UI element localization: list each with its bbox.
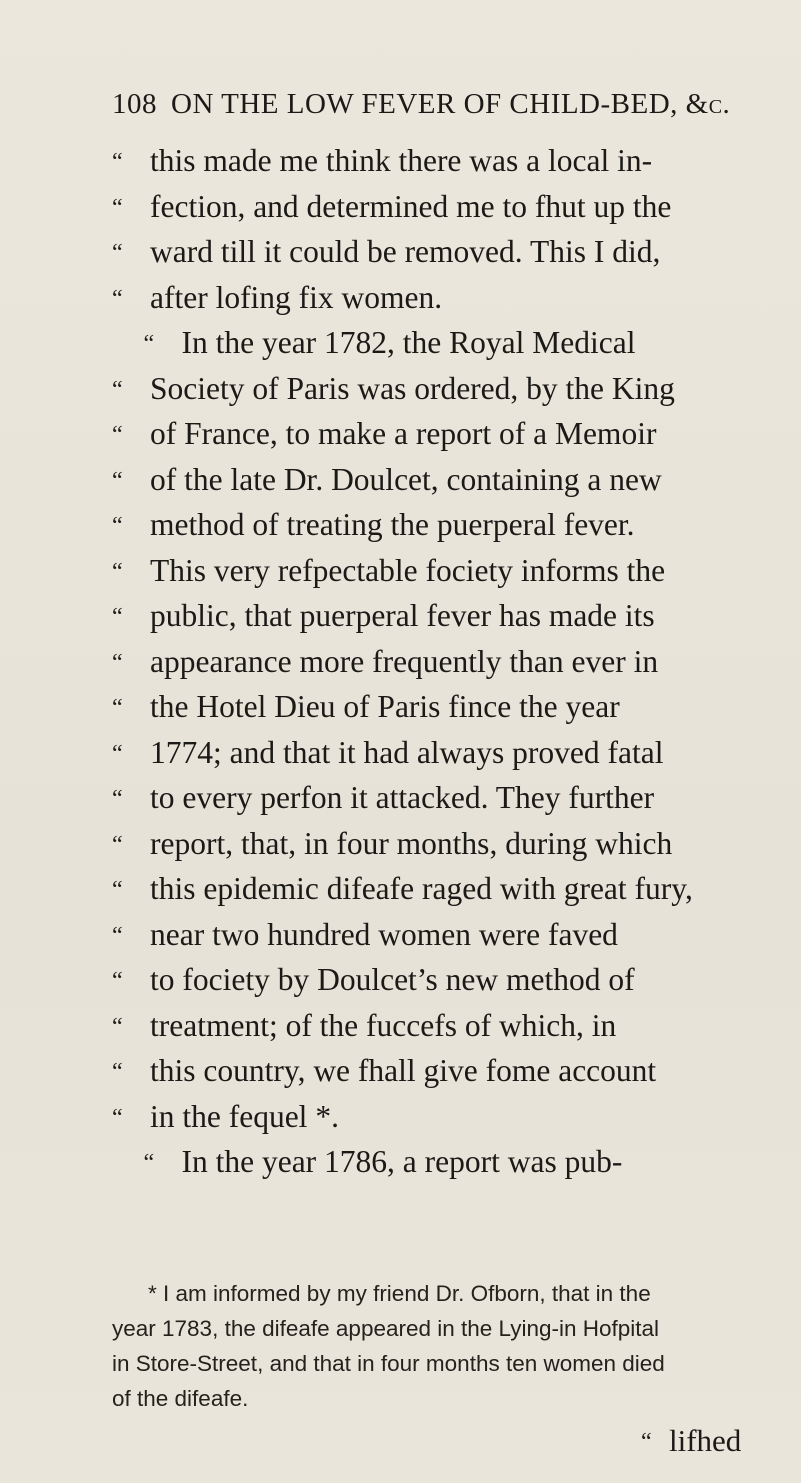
quote-mark: “ — [112, 422, 123, 448]
quote-mark: “ — [112, 922, 123, 949]
text-line — [112, 184, 801, 230]
catchword — [641, 1423, 741, 1459]
quote-mark: “ — [143, 331, 155, 357]
line-text: to fociety by Doulcet’s new method of — [150, 962, 635, 997]
line-text: appearance more frequently than ever in — [150, 643, 659, 679]
line-text: of France, to make a report of a Memoir — [150, 416, 657, 451]
quote-mark: “ — [112, 376, 123, 403]
text-line — [112, 320, 801, 366]
line-text: 1774; and that it had always proved fatal — [150, 734, 664, 770]
quote-mark: “ — [112, 240, 123, 266]
quote-mark: “ — [143, 1150, 155, 1176]
text-line — [112, 457, 801, 503]
text-line — [112, 1094, 801, 1140]
text-line — [112, 821, 801, 867]
text-line — [112, 593, 801, 639]
footnote — [112, 1276, 767, 1416]
text-line — [112, 229, 801, 275]
text-line — [112, 1139, 801, 1185]
quote-mark: “ — [112, 194, 123, 221]
text-line — [112, 639, 801, 685]
line-text: near two hundred women were faved — [150, 916, 618, 952]
line-text: the Hotel Dieu of Paris fince the year — [150, 689, 620, 724]
running-header — [112, 88, 730, 121]
line-text: fection, and determined me to fhut up the — [150, 188, 672, 224]
text-line — [112, 866, 801, 912]
line-text: report, that, in four months, during which — [150, 825, 673, 861]
quote-mark: “ — [112, 558, 123, 585]
footnote-line: year 1783, the difeafe appeared in the Lying-in Hofpital — [112, 1316, 660, 1341]
line-text: Society of Paris was ordered, by the King — [150, 370, 675, 406]
line-text: In the year 1782, the Royal Medical — [181, 325, 636, 360]
line-text: after lofing fix women. — [150, 279, 443, 315]
line-text: of the late Dr. Doulcet, containing a new — [150, 461, 662, 497]
line-text: to every perfon it attacked. They further — [150, 780, 655, 815]
text-line — [112, 730, 801, 776]
quote-mark: “ — [112, 285, 123, 312]
quote-mark: “ — [112, 1104, 123, 1131]
line-text: method of treating the puerperal fever. — [150, 507, 635, 542]
text-line — [112, 138, 801, 184]
line-text: public, that puerperal fever has made its — [150, 598, 655, 633]
quote-mark: “ — [112, 467, 123, 494]
text-line — [112, 775, 801, 821]
quote-mark: “ — [112, 1013, 123, 1040]
quote-mark: “ — [112, 604, 123, 630]
quote-mark: “ — [112, 786, 123, 812]
footnote-line: in Store-Street, and that in four months ten women died — [112, 1351, 665, 1376]
line-text: In the year 1786, a report was pub- — [181, 1144, 623, 1179]
line-text: ward till it could be removed. This I did, — [150, 234, 661, 269]
text-line — [112, 548, 801, 594]
line-text: This very refpectable fociety informs the — [150, 552, 666, 588]
quote-mark: “ — [112, 740, 123, 767]
quote-mark: “ — [112, 149, 123, 175]
quote-mark: “ — [112, 831, 123, 858]
page-number: 108 — [112, 88, 157, 120]
text-line — [112, 502, 801, 548]
quote-mark: “ — [112, 1059, 123, 1085]
footnote-line: * I am informed by my friend Dr. Ofborn, that in the — [148, 1281, 651, 1306]
line-text: this epidemic difeafe raged with great fury, — [150, 871, 693, 906]
catchword-quote: “ — [641, 1429, 652, 1455]
text-line — [112, 275, 801, 321]
quote-mark: “ — [112, 649, 123, 676]
text-line — [112, 1048, 801, 1094]
catchword-text: lifhed — [669, 1423, 742, 1458]
line-text: in the fequel *. — [150, 1098, 339, 1134]
quote-mark: “ — [112, 513, 123, 539]
body-text — [112, 138, 801, 1185]
text-line — [112, 1003, 801, 1049]
line-text: this country, we fhall give fome account — [150, 1053, 657, 1088]
running-title: ON THE LOW FEVER OF CHILD-BED, &c. — [171, 88, 731, 120]
text-line — [112, 411, 801, 457]
text-line — [112, 684, 801, 730]
text-line — [112, 366, 801, 412]
quote-mark: “ — [112, 877, 123, 903]
footnote-line: of the difeafe. — [112, 1386, 249, 1411]
text-line — [112, 957, 801, 1003]
text-line — [112, 912, 801, 958]
line-text: treatment; of the fuccefs of which, in — [150, 1007, 617, 1043]
quote-mark: “ — [112, 695, 123, 721]
quote-mark: “ — [112, 968, 123, 994]
line-text: this made me think there was a local in- — [150, 143, 653, 178]
